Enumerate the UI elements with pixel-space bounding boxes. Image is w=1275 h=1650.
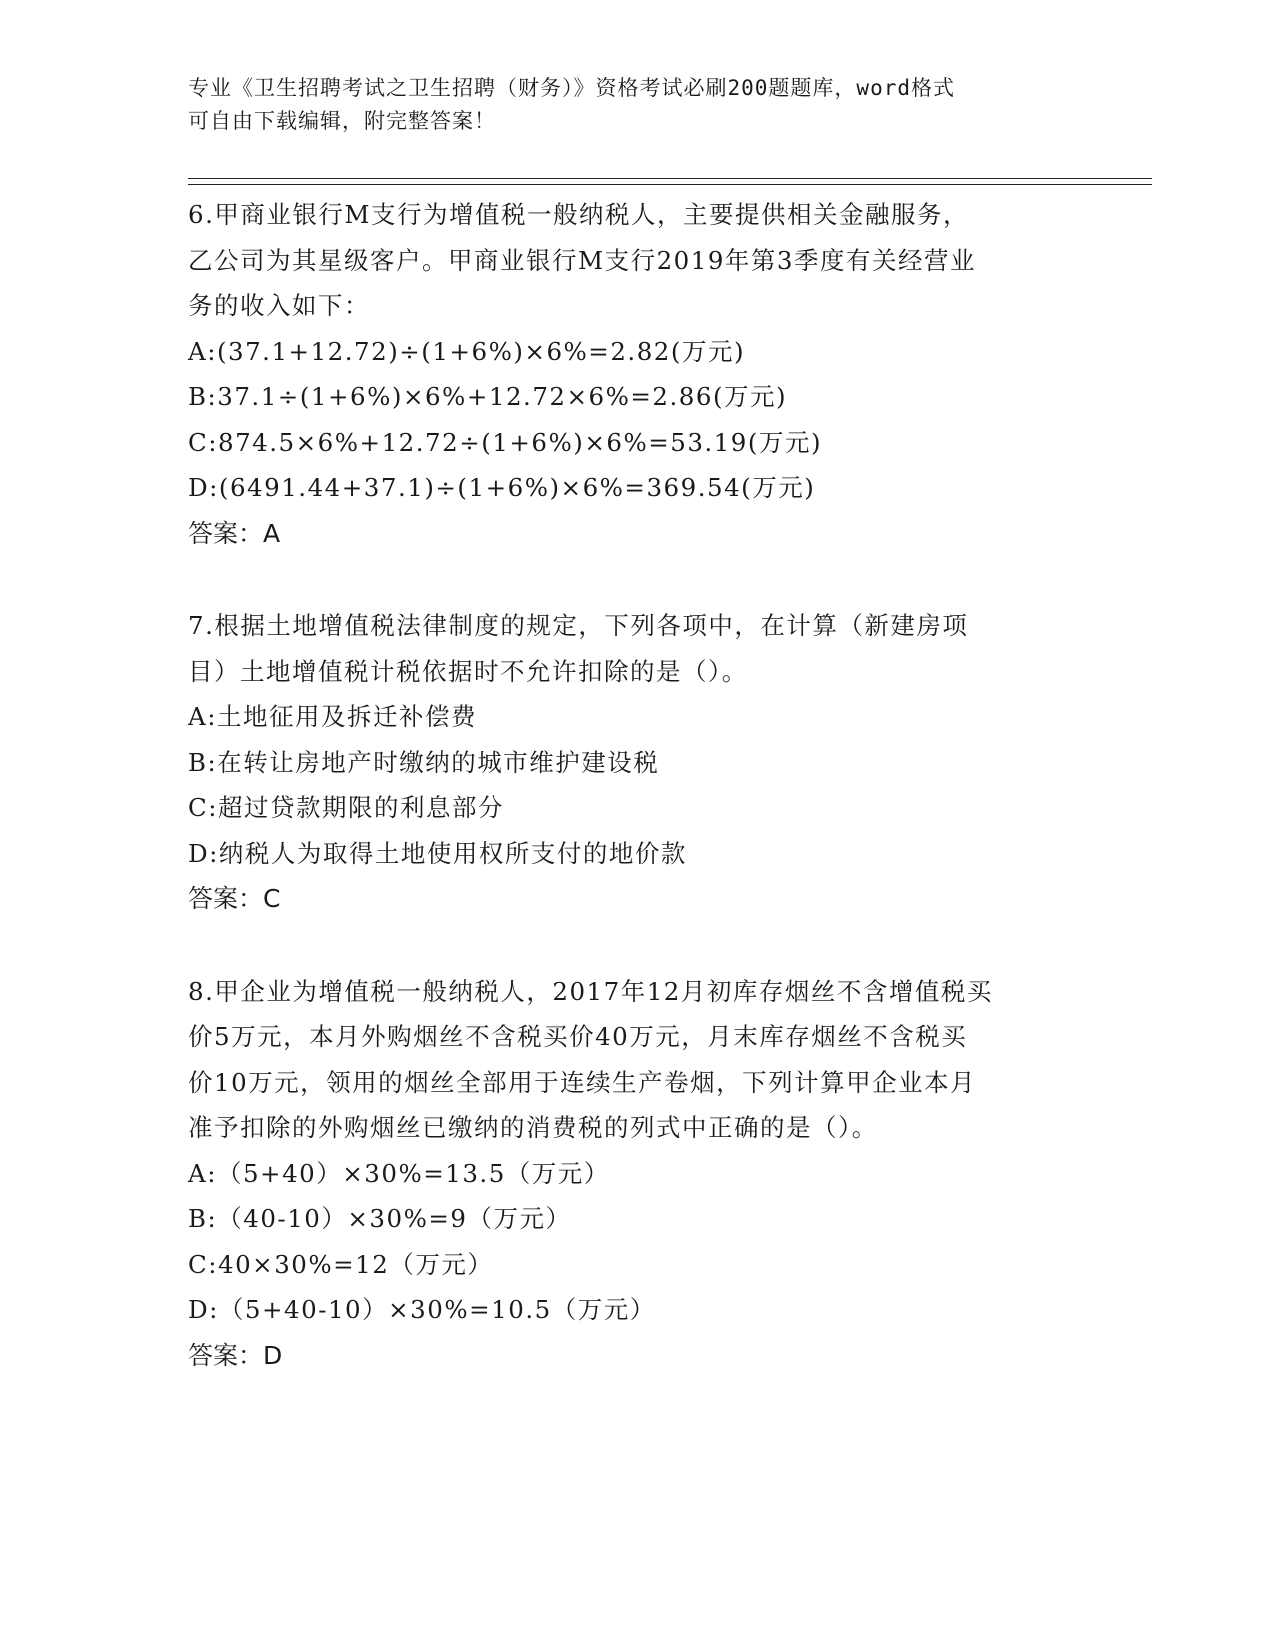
question-list <box>188 192 1152 1425</box>
option-a: A:土地征用及拆迁补偿费 <box>188 702 477 731</box>
option-b: B:（40-10）×30%=9（万元） <box>188 1204 572 1233</box>
question-stem-line: 6.甲商业银行M支行为增值税一般纳税人，主要提供相关金融服务， <box>188 200 969 229</box>
question-stem-line: 8.甲企业为增值税一般纳税人，2017年12月初库存烟丝不含增值税买 <box>188 976 993 1006</box>
option-a: A:(37.1+12.72)÷(1+6%)×6%=2.82(万元) <box>188 336 746 366</box>
header-divider-bottom <box>188 184 1152 185</box>
question-8 <box>188 969 1152 1379</box>
answer-label: 答案：D <box>188 1340 283 1370</box>
option-c: C:874.5×6%+12.72÷(1+6%)×6%=53.19(万元) <box>188 427 823 457</box>
option-c: C:超过贷款期限的利息部分 <box>188 793 504 822</box>
header-line: 专业《卫生招聘考试之卫生招聘（财务）》资格考试必刷200题题库，word格式 <box>188 76 955 100</box>
question-stem-line: 价5万元，本月外购烟丝不含税买价40万元，月末库存烟丝不含税买 <box>188 1022 968 1051</box>
question-stem-line: 目）土地增值税计税依据时不允许扣除的是（）。 <box>188 656 748 686</box>
question-7 <box>188 603 1152 922</box>
header-line: 可自由下载编辑，附完整答案！ <box>188 109 496 133</box>
question-6 <box>188 192 1152 556</box>
option-d: D:(6491.44+37.1)÷(1+6%)×6%=369.54(万元) <box>188 473 816 502</box>
header-divider-top <box>188 178 1152 179</box>
answer-label: 答案：A <box>188 518 281 548</box>
option-b: B:在转让房地产时缴纳的城市维护建设税 <box>188 747 660 777</box>
option-d: D:纳税人为取得土地使用权所支付的地价款 <box>188 838 687 868</box>
question-stem-line: 乙公司为其星级客户。甲商业银行M支行2019年第3季度有关经营业 <box>188 245 977 275</box>
question-stem-line: 务的收入如下： <box>188 291 370 320</box>
question-stem-line: 价10万元，领用的烟丝全部用于连续生产卷烟，下列计算甲企业本月 <box>188 1067 977 1097</box>
option-d: D:（5+40-10）×30%=10.5（万元） <box>188 1295 656 1324</box>
option-c: C:40×30%=12（万元） <box>188 1249 494 1279</box>
answer-label: 答案：C <box>188 884 281 913</box>
option-a: A:（5+40）×30%=13.5（万元） <box>188 1158 610 1188</box>
document-header <box>188 72 1088 138</box>
question-stem-line: 准予扣除的外购烟丝已缴纳的消费税的列式中正确的是（）。 <box>188 1113 878 1142</box>
option-b: B:37.1÷(1+6%)×6%+12.72×6%=2.86(万元) <box>188 382 788 411</box>
question-stem-line: 7.根据土地增值税法律制度的规定，下列各项中，在计算（新建房项 <box>188 611 969 640</box>
